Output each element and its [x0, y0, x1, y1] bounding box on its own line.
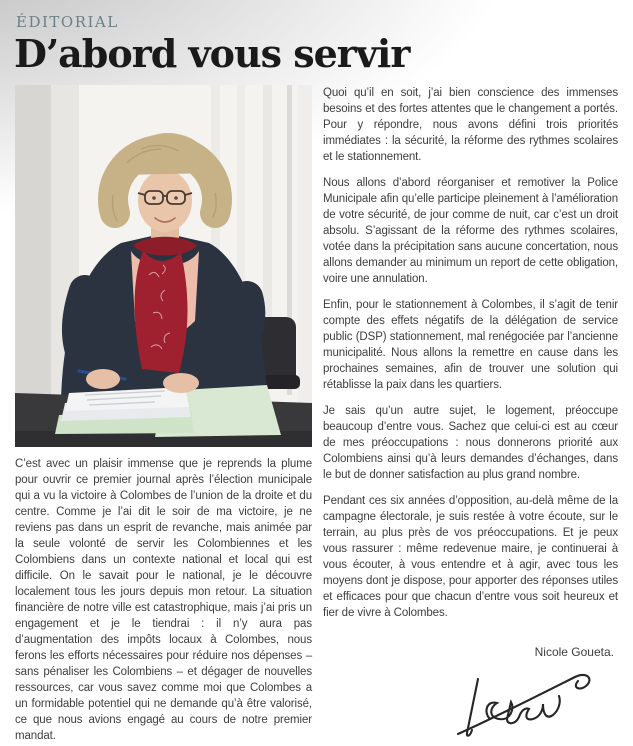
byline-name: Nicole Goueta.	[534, 644, 614, 659]
page-header	[0, 0, 633, 75]
signature-strokes	[458, 675, 589, 736]
editorial-paragraph: Pendant ces six années d’opposition, au-delà même de la campagne électorale, je suis restée à votre écoute, sur le terrain, au plus près de vos préoccupations. Et je peux vous rassurer : même redevenue maire, je continuerai à vous écouter, à vous entendre et à agir, avec tous les moyens dont je dispose, pour apporter des réponses utiles et efficaces pour que chacun d’entre vous soit heureux et fier de vivre à Colombes.	[323, 494, 618, 619]
editorial-paragraph: Quoi qu’il en soit, j’ai bien conscience des immenses besoins et des fortes attentes que le changement a portés. Pour y répondre, nous avons défini trois priorités immédiates : la sécurité, la réforme des rythmes scolaires et le stationnement.	[323, 86, 618, 163]
two-column-layout	[0, 75, 633, 744]
left-column	[15, 85, 312, 744]
portrait-photo	[15, 85, 312, 447]
page-title: D’abord vous servir	[14, 31, 410, 76]
section-kicker: ÉDITORIAL	[16, 13, 119, 31]
right-column	[323, 85, 618, 739]
editorial-paragraph: Je sais qu’un autre sujet, le logement, préoccupe beaucoup d’entre vous. Sachez que celui-ci est au cœur de mes préoccupations : nous donnerons priorité aux Colombiens ainsi qu’à leurs demandes d’échanges, dans le but de donner satisfaction au plus grand nombre.	[323, 404, 618, 481]
signature-graphic	[454, 667, 604, 739]
editorial-paragraph: Nous allons d’abord réorganiser et remotiver la Police Municipale afin qu’elle participe pleinement à l’amélioration de votre sécurité, de jour comme de nuit, car c’est un droit absolu. S’agissant de la réforme des rythmes scolaires, votée dans la précipitation sans aucune concertation, nous allons demander au minimum un report de cette obligation, voire une annulation.	[323, 176, 618, 285]
editorial-paragraph: Enfin, pour le stationnement à Colombes, il s’agit de tenir compte des effets négatifs de la délégation de service public (DSP) stationnement, mal renégociée par l’ancienne municipalité. Nous allons la remettre en cause dans les prochaines semaines, afin de trouver une solution qui rétablisse la paix dans les quartiers.	[323, 298, 618, 391]
green-folder	[55, 385, 281, 437]
left-editorial-text: C’est avec un plaisir immense que je reprends la plume pour ouvrir ce premier journal après l’élection municipale qui a vu la victoire à Colombes de l’union de la droite et du centre. Comme je l’ai dit le soir de ma victoire, je ne reviens pas dans un esprit de revanche, mais animée par la seule volonté de servir les Colombiennes et les Colombiens dans un contexte national et local qui est difficile. On le savait pour le national, je le découvre localement tous les jours depuis mon retour. La situation financière de notre ville est catastrophique, mais j’ai pris un engagement et je le tiendrai : il n’y aura pas d’augmentation des impôts locaux à Colombes, nous ferons les efforts nécessaires pour réduire nos dépenses – sans pénaliser les Colombiens – et dégager de nouvelles ressources, car vous savez comme moi que Colombes a un formidable potentiel qui ne demande qu’à être valorisé, ce que nous avions engagé au cours de notre premier mandat.	[15, 457, 312, 742]
